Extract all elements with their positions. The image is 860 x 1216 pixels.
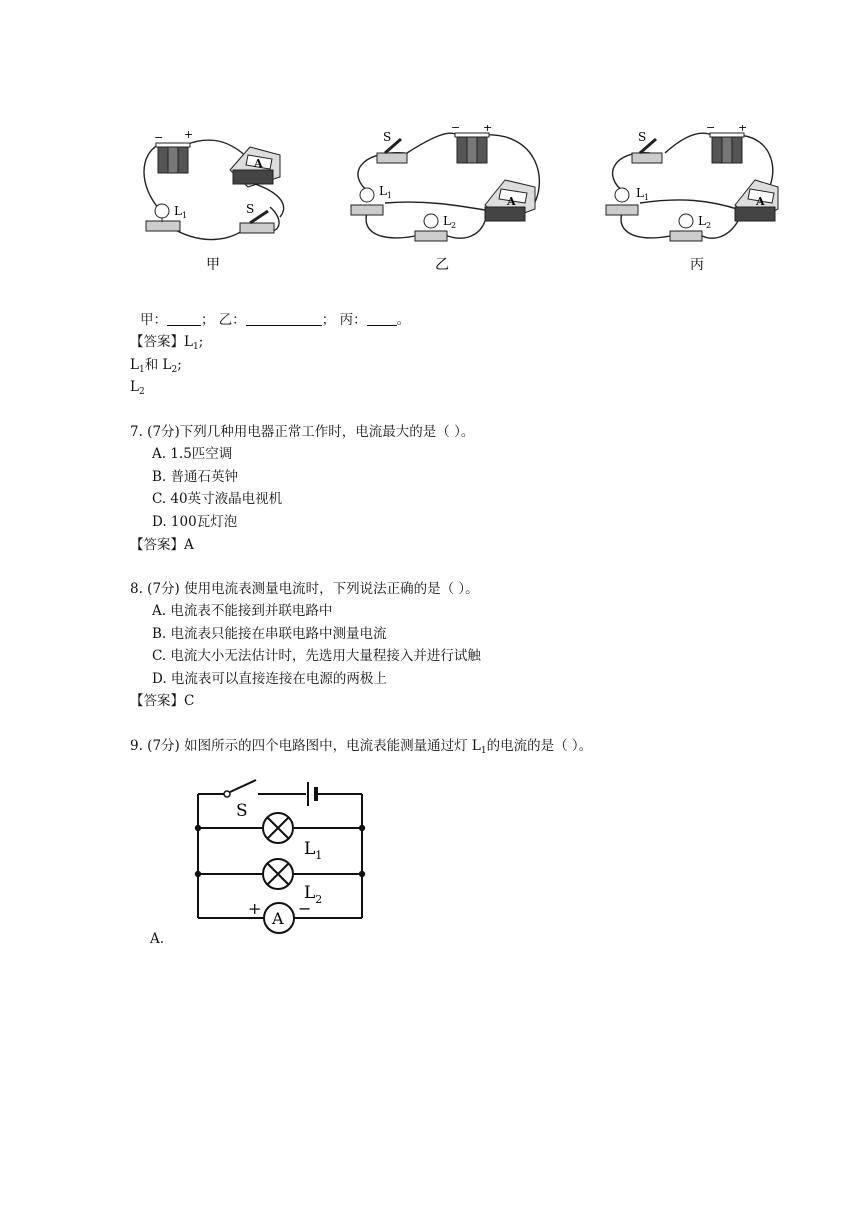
q8-answer: 【答案】C (130, 693, 195, 709)
lamp-1-label: $L_1$ (636, 186, 650, 202)
lamp-2-label: $L_2$ (304, 883, 323, 906)
battery-plus-label: + (483, 125, 493, 134)
circuit-figure-yi (345, 125, 550, 275)
q9-option-a-label[interactable]: A. (150, 931, 165, 947)
lamp-2-label: $L_2$ (443, 214, 457, 230)
lamp-1 (606, 188, 638, 215)
q8-option-a[interactable]: A. 电流表不能接到并联电路中 (152, 603, 333, 619)
blank-yi[interactable] (246, 312, 322, 326)
q9-stem: 9. (7分) 如图所示的四个电路图中，电流表能测量通过灯 $L_1$的电流的是（ ）。 (130, 738, 593, 756)
q7-stem: 7. (7分)下列几种用电器正常工作时，电流最大的是（ ）。 (130, 424, 475, 440)
ammeter-label: A (756, 195, 765, 208)
blank-bing[interactable] (367, 312, 397, 326)
ammeter-label: A (507, 195, 516, 208)
q9-circuit-diagram-a (190, 776, 375, 936)
battery (156, 143, 190, 173)
q7-option-a[interactable]: A. 1.5匹空调 (152, 446, 233, 462)
lamp-2-label: $L_2$ (698, 214, 712, 230)
q7-option-d[interactable]: D. 100瓦灯泡 (152, 514, 238, 530)
lamp-1-label: $L_1$ (304, 839, 323, 862)
battery-symbol (308, 782, 316, 806)
ammeter-label: A (254, 157, 263, 170)
ammeter-minus-label: − (298, 899, 312, 918)
lamp-label: $L_1$ (174, 204, 188, 220)
q6-answer-line-2: $L_1$和 $L_2$; (130, 357, 182, 375)
ammeter-label: A (272, 909, 284, 928)
ammeter-plus-label: + (248, 899, 262, 918)
lamp-2-symbol (263, 859, 293, 889)
lamp-1-symbol (263, 813, 293, 843)
q7-answer: 【答案】A (130, 537, 194, 553)
switch-label: S (383, 130, 392, 144)
figure-label-yi: 乙 (435, 257, 449, 273)
battery (455, 133, 489, 163)
battery-minus-label: − (706, 125, 716, 134)
circuit-figure-bing (600, 125, 780, 275)
battery-plus-label: + (184, 128, 194, 141)
figure-label-bing: 丙 (690, 257, 704, 273)
switch (377, 139, 407, 163)
q8-option-d[interactable]: D. 电流表可以直接连接在电源的两极上 (152, 671, 387, 687)
blank-jia[interactable] (167, 312, 201, 326)
switch-pivot (224, 791, 230, 797)
circuit-figure-jia (130, 125, 300, 275)
q8-stem: 8. (7分) 使用电流表测量电流时，下列说法正确的是（ ）。 (130, 581, 479, 597)
battery-minus-label: − (154, 131, 164, 144)
switch-label: S (236, 801, 248, 821)
switch-label: S (638, 130, 647, 144)
figure-label-jia: 甲 (206, 257, 220, 273)
switch (632, 139, 662, 163)
battery-minus-label: − (451, 125, 461, 134)
q6-answer-line-3: $L_2$ (130, 379, 145, 397)
q6-answer-line-1: 【答案】$L_1$; (130, 334, 204, 352)
battery-plus-label: + (738, 125, 748, 134)
q7-option-b[interactable]: B. 普通石英钟 (152, 469, 239, 485)
q8-option-c[interactable]: C. 电流大小无法估计时，先选用大量程接入并进行试触 (152, 648, 481, 664)
lamp-1-label: $L_1$ (379, 184, 393, 200)
q8-option-b[interactable]: B. 电流表只能接在串联电路中测量电流 (152, 626, 387, 642)
q7-option-c[interactable]: C. 40英寸液晶电视机 (152, 491, 283, 507)
switch-label: S (246, 202, 255, 216)
battery (710, 133, 744, 163)
q6-fill-line: 甲： ； 乙： ； 丙： 。 (140, 312, 411, 328)
